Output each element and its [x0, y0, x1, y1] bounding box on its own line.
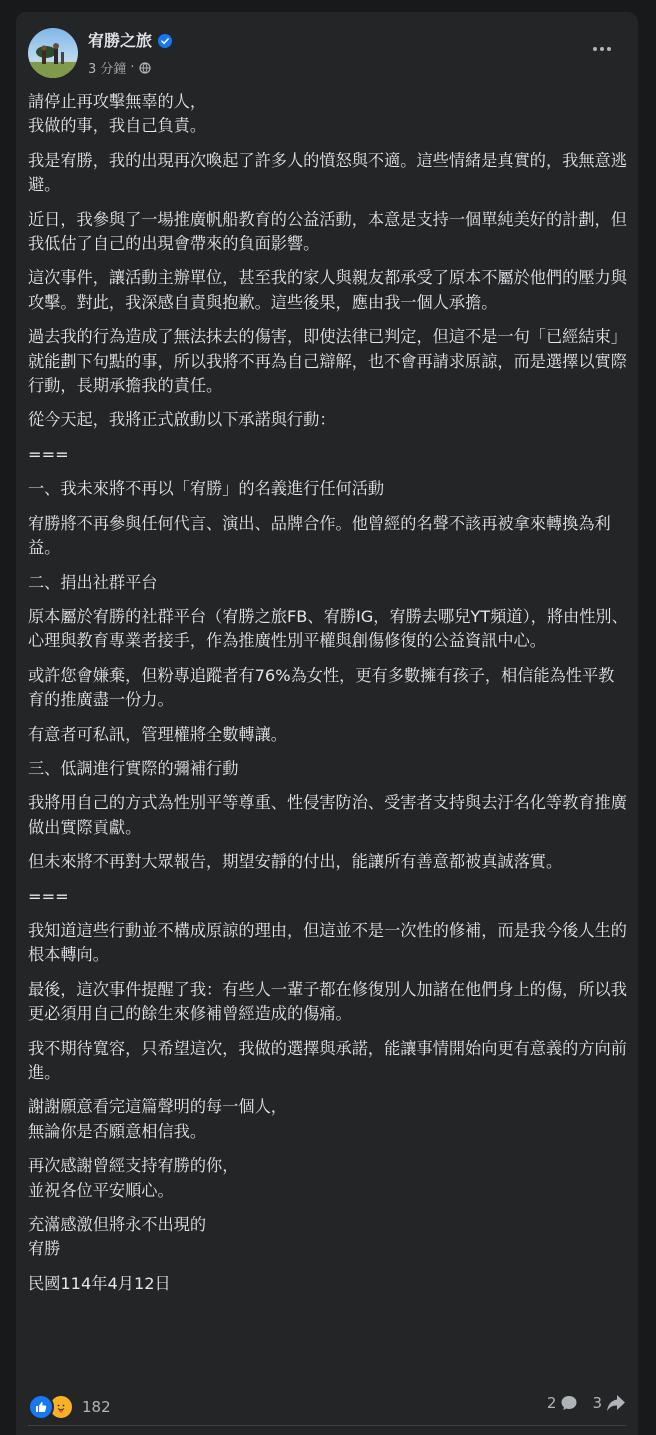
post-paragraph: 我不期待寬容，只希望這次，我做的選擇與承諾，能讓事情開始向更有意義的方向前進。 [28, 1038, 627, 1082]
post-paragraph: 這次事件，讓活動主辦單位，甚至我的家人與親友都承受了原本不屬於他們的壓力與攻擊。對此，我深感自責與抱歉。這些後果，應由我一個人承擔。 [28, 268, 627, 312]
post-body [28, 90, 630, 1306]
post-paragraph: 宥勝將不再參與任何代言、演出、品牌合作。他曾經的名聲不該再被拿來轉換為利益。 [28, 513, 611, 558]
reaction-count[interactable]: 182 [82, 1398, 111, 1416]
post-paragraph: 但未來將不再對大眾報告，期望安靜的付出，能讓所有善意都被真誠落實。 [28, 852, 563, 872]
post-paragraph: 請停止再攻擊無辜的人， 我做的事，我自己負責。 [28, 92, 207, 136]
post-card [16, 12, 638, 1435]
post-paragraph: 或許您會嫌棄，但粉專追蹤者有76%為女性，更有多數擁有孩子，相信能為性平教育的推廣盡一份力。 [28, 665, 615, 710]
post-paragraph: 過去我的行為造成了無法抹去的傷害，即使法律已判定，但這不是一句「已經結束」就能劃下句點的事，所以我將不再為自己辯解，也不會再請求原諒，而是選擇以實際行動，長期承擔我的責任。 [28, 327, 627, 396]
section-divider-text: === [28, 886, 69, 906]
post-paragraph: 最後，這次事件提醒了我：有些人一輩子都在修復別人加諸在他們身上的傷，所以我更必須用自己的餘生來修補曾經造成的傷痛。 [28, 979, 627, 1024]
comment-count[interactable] [547, 1394, 579, 1412]
more-options-icon[interactable] [590, 38, 614, 60]
post-meta [88, 58, 151, 77]
author-name[interactable]: 宥勝之旅 [88, 31, 153, 50]
post-paragraph: 再次感謝曾經支持宥勝的你， 並祝各位平安順心。 [28, 1156, 239, 1200]
post-time[interactable]: 3 分鐘 [88, 62, 127, 77]
post-paragraph: 我知道這些行動並不構成原諒的理由，但這並不是一次性的修補，而是我今後人生的根本轉向。 [28, 920, 627, 965]
reactions-summary[interactable] [28, 1394, 111, 1420]
section-heading: 三、低調進行實際的彌補行動 [28, 758, 239, 778]
section-heading: 一、我未來將不再以「宥勝」的名義進行任何活動 [28, 479, 385, 499]
dot [600, 47, 604, 51]
post-paragraph: 近日，我參與了一場推廣帆船教育的公益活動，本意是支持一個單純美好的計劃，但我低估了自己的出現會帶來的負面影響。 [28, 209, 627, 254]
post-paragraph: 謝謝願意看完這篇聲明的每一個人， 無論你是否願意相信我。 [28, 1097, 287, 1141]
post-paragraph: 我是宥勝，我的出現再次喚起了許多人的憤怒與不適。這些情緒是真實的，我無意逃避。 [28, 150, 627, 195]
post-paragraph: 我將用自己的方式為性別平等尊重、性侵害防治、受害者支持與去汙名化等教育推廣做出實際貢獻。 [28, 793, 627, 837]
post-paragraph: 原本屬於宥勝的社群平台（宥勝之旅FB、宥勝IG，宥勝去哪兒YT頻道），將由性別、心理與教育專業者接手，作為推廣性別平權與創傷修復的公益資訊中心。 [28, 606, 628, 651]
dot [593, 47, 597, 51]
section-heading: 二、捐出社群平台 [28, 572, 158, 592]
post-footer [28, 1390, 626, 1420]
comment-count-value: 2 [546, 1394, 557, 1412]
author-row [88, 31, 172, 51]
dot [607, 47, 611, 51]
globe-icon [139, 62, 151, 74]
share-icon [606, 1394, 626, 1412]
post-paragraph: 有意者可私訊，管理權將全數轉讓。 [28, 724, 287, 744]
like-icon [28, 1394, 54, 1420]
author-avatar[interactable] [28, 28, 78, 78]
footer-divider [28, 1425, 626, 1426]
post-paragraph: 從今天起，我將正式啟動以下承諾與行動： [28, 410, 336, 430]
share-count-value: 3 [592, 1394, 602, 1412]
engagement-stats [547, 1394, 626, 1412]
post-signature: 充滿感激但將永不出現的 宥勝 [28, 1215, 207, 1259]
section-divider-text: === [28, 444, 69, 464]
avatar-image [28, 28, 78, 78]
verified-badge-icon [158, 34, 172, 48]
comment-icon [560, 1394, 578, 1412]
post-date: 民國114年4月12日 [28, 1273, 171, 1293]
meta-separator: · [130, 60, 135, 75]
share-count[interactable] [592, 1394, 626, 1412]
